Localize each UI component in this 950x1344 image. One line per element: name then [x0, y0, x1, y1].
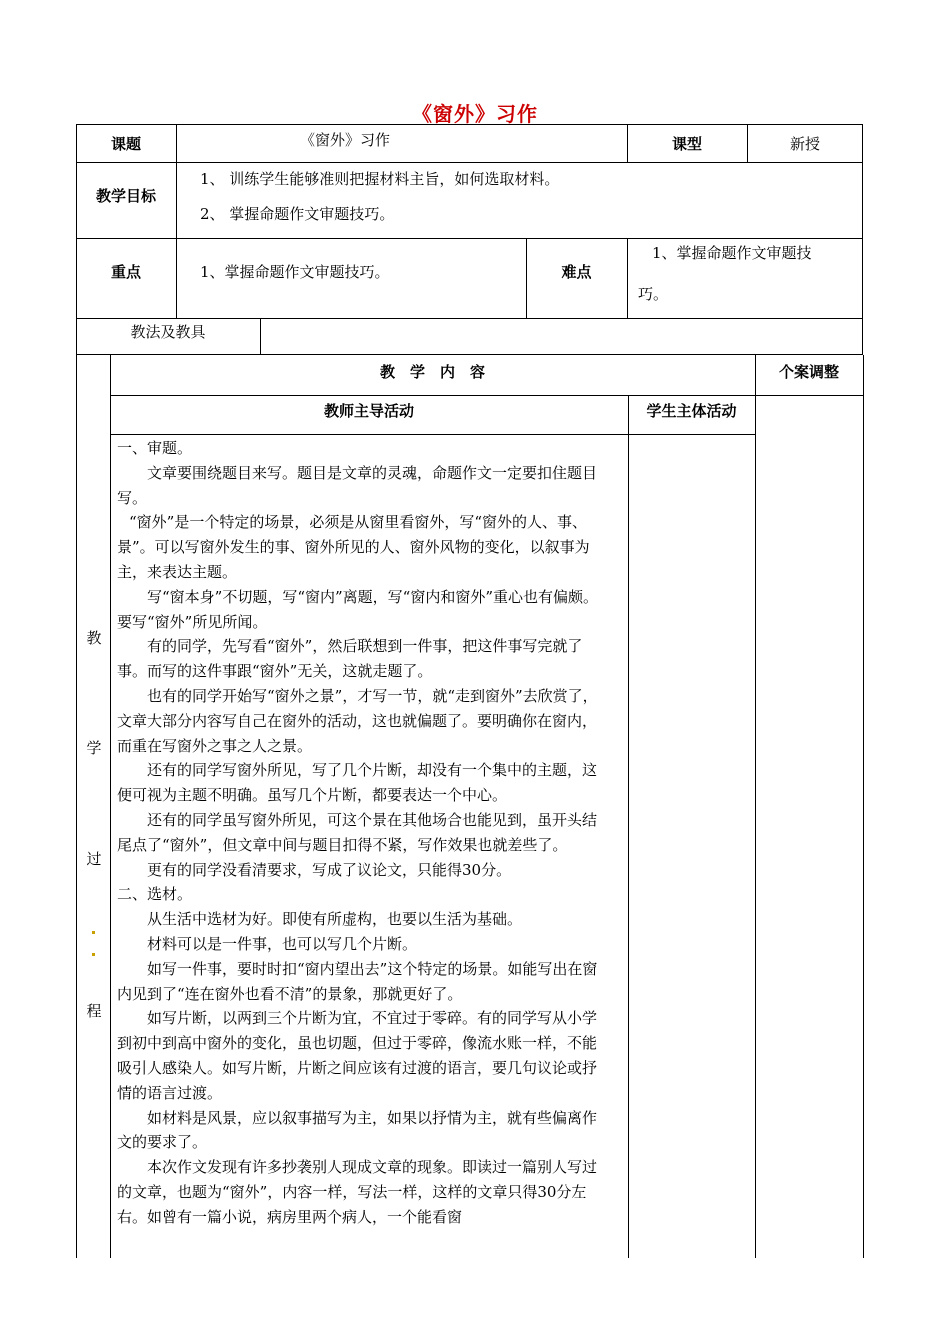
adjust-header: 个案调整: [778, 363, 839, 381]
paragraph: 如写一件事，要时时扣“窗内望出去”这个特定的场景。如能写出在窗内见到了“连在窗外也看不清”的景象，那就更好了。: [117, 959, 598, 1003]
paragraph: 本次作文发现有许多抄袭别人现成文章的现象。即读过一篇别人写过的文章，也题为“窗外”，内容一样，写法一样，这样的文章只得30分左右。如曾有一篇小说，病房里两个病人，一个能看窗: [117, 1158, 598, 1226]
paragraph: 还有的同学虽写窗外所见，可这个景在其他场合也能见到，虽开头结尾点了“窗外”，但文章中间与题目扣得不紧，写作效果也就差些了。: [117, 810, 598, 854]
decorative-mark: [92, 953, 95, 956]
paragraph: 也有的同学开始写“窗外之景”，才写一节，就“走到窗外”去欣赏了，文章大部分内容写自己在窗外的活动，这也就偏题了。要明确你在窗内，而重在写窗外之事之人之景。: [117, 686, 598, 755]
paragraph: “窗外”是一个特定的场景，必须是从窗里看窗外，写“窗外的人、事、景”。可以写窗外发生的事、窗外所见的人、窗外风物的变化，以叙事为主，来表达主题。: [117, 513, 590, 581]
paragraph: 从生活中选材为好。即使有所虚构，也要以生活为基础。: [147, 910, 523, 929]
side-label-char: 教: [86, 629, 102, 647]
goal-item: 2、 掌握命题作文审题技巧。: [200, 205, 395, 223]
paragraph: 写“窗本身”不切题，写“窗内”离题，写“窗内和窗外”重心也有偏颇。要写“窗外”所见所闻。: [117, 587, 599, 631]
topic-value: 《窗外》习作: [300, 131, 391, 149]
section-heading: 一、审题。: [117, 439, 193, 457]
section-heading: 二、选材。: [117, 885, 193, 904]
type-value: 新授: [789, 135, 820, 153]
paragraph: 更有的同学没看清要求，写成了议论文，只能得30分。: [147, 860, 512, 879]
paragraph: 还有的同学写窗外所见，写了几个片断，却没有一个集中的主题，这便可视为主题不明确。虽写几个片断，都要表达一个中心。: [117, 761, 598, 805]
header-table: [76, 124, 863, 355]
document-title: 《窗外》习作: [412, 102, 538, 126]
goals-label: 教学目标: [95, 187, 156, 205]
focus-value: 1、掌握命题作文审题技巧。: [200, 263, 390, 281]
goal-item: 1、 训练学生能够准则把握材料主旨，如何选取材料。: [200, 170, 560, 188]
method-label: 教法及教具: [130, 323, 206, 341]
difficulty-label: 难点: [561, 263, 592, 281]
paragraph: 有的同学，先写看“窗外”，然后联想到一件事，把这件事写完就了事。而写的这件事跟“窗外”无关，这就走题了。: [117, 637, 583, 681]
content-header: 教 学 内 容: [379, 363, 485, 381]
paragraph: 如材料是风景，应以叙事描写为主，如果以抒情为主，就有些偏离作文的要求了。: [117, 1108, 598, 1152]
paragraph: 材料可以是一件事，也可以写几个片断。: [147, 934, 418, 953]
teacher-header: 教师主导活动: [323, 402, 414, 420]
type-label: 课型: [671, 135, 702, 153]
side-label-char: 程: [86, 1002, 102, 1020]
difficulty-value-line1: 1、掌握命题作文审题技: [652, 244, 812, 262]
topic-label: 课题: [110, 135, 141, 153]
decorative-mark: [92, 931, 95, 934]
teacher-activity-content: [117, 436, 609, 1230]
paragraph: 文章要围绕题目来写。题目是文章的灵魂，命题作文一定要扣住题目写。: [117, 463, 598, 507]
paragraph: 如写片断，以两到三个片断为宜，不宜过于零碎。有的同学写从小学到初中到高中窗外的变化，虽也切题，但过于零碎，像流水账一样，不能吸引人感染人。如写片断，片断之间应该有过渡的语言，要几句议论或抒情的语言过渡。: [117, 1009, 598, 1102]
side-label-char: 学: [86, 739, 102, 757]
difficulty-value-line2: 巧。: [638, 285, 669, 303]
focus-label: 重点: [110, 263, 141, 281]
student-header: 学生主体活动: [646, 402, 737, 420]
side-label-char: 过: [86, 850, 102, 868]
